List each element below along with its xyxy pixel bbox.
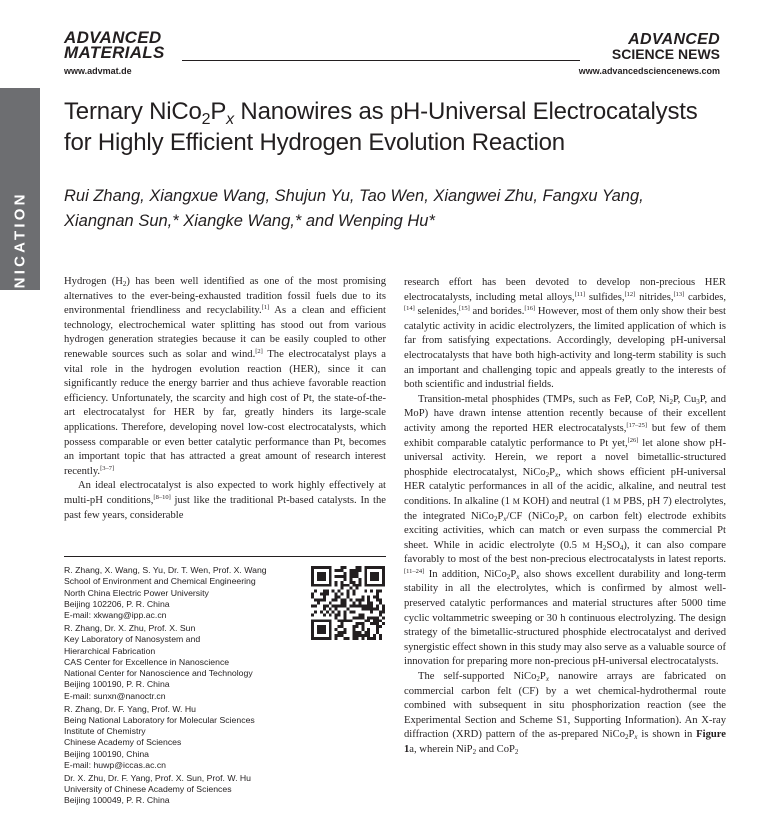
body-column-right	[404, 276, 726, 758]
affiliation-line: R. Zhang, Dr. F. Yang, Prof. W. Hu	[64, 703, 196, 714]
affiliation-line: School of Environment and Chemical Engineering	[64, 576, 256, 587]
journal-url[interactable]: www.advmat.de	[64, 66, 132, 76]
qr-code[interactable]	[311, 566, 385, 640]
affiliation-line: R. Zhang, Dr. X. Zhu, Prof. X. Sun	[64, 622, 196, 633]
author-line-2: Xiangnan Sun,* Xiangke Wang,* and Wenping Hu*	[64, 212, 435, 230]
affiliation-line: North China Electric Power University	[64, 587, 209, 598]
section-sidebar	[0, 88, 40, 363]
partner-url[interactable]: www.advancedsciencenews.com	[578, 66, 720, 76]
affiliation-line: Key Laboratory of Nanosystem and	[64, 634, 201, 645]
affiliation-email[interactable]: E-mail: xkwang@ipp.ac.cn	[64, 610, 167, 621]
header-rule	[182, 60, 580, 61]
body-column-left	[64, 275, 386, 523]
affiliation-line: CAS Center for Excellence in Nanoscience	[64, 656, 230, 667]
affiliation-line: Beijing 100190, China	[64, 748, 150, 759]
paragraph: The self-supported $NiCo_2P_x$ nanowire arrays are fabricated on commercial carbon felt (CF) by a wet chemical-hydrothermal route combined with subsequent in situ phosphorization reaction (see the Experimental Section and Scheme S1, Supporting Information). An X-ray diffraction (XRD) pattern of the as-prepared $NiCo_2P_x$ is shown in Figure 1a, wherein NiP$_2$ and CoP$_2$	[404, 671, 726, 756]
author-line-1: Rui Zhang, Xiangxue Wang, Shujun Yu, Tao Wen, Xiangwei Zhu, Fangxu Yang,	[64, 187, 644, 205]
section-label: COMMUNICATION	[11, 191, 29, 363]
partner-logo[interactable]	[612, 33, 720, 61]
affiliation-line: R. Zhang, X. Wang, S. Yu, Dr. T. Wen, Prof. X. Wang	[64, 565, 267, 575]
paragraph: An ideal electrocatalyst is also expected to work highly effectively at multi-pH conditions,[8–10] just like the traditional Pt-based catalysts. In the past few years, considerable	[64, 480, 386, 521]
affiliation-line: Hierarchical Fabrication	[64, 645, 156, 656]
affiliation-email[interactable]: E-mail: sunxn@nanoctr.cn	[64, 690, 166, 701]
affiliation-line: Chinese Academy of Sciences	[64, 737, 182, 748]
journal-logo-line1: ADVANCED	[64, 28, 162, 47]
paragraph: Transition-metal phosphides (TMPs, such as FeP, CoP, $Ni_2P$, $Cu_3P$, and MoP) have drawn intense attention recently because of their excellent activity among the reported HER electrocatalysts,[17–25] but few of them exhibit comparable catalytic performance to Pt yet,[26] let alone show pH-universal activity. Herein, we report a novel bimetallic-structured phosphide electrocatalyst, $NiCo_2P_x$, which shows efficient pH-universal HER catalytic performances in all of the acidic, alkaline, and neutral test conditions. In alkaline (1 M KOH) and neutral (1 M PBS, pH 7) electrolytes, the integrated $NiCo_2P_x/CF$ ($NiCo_2P_x$ on carbon felt) electrode exhibits exciting activities, which can match or even surpass the commercial Pt sheet. While in acidic electrolyte (0.5 M $H_2SO_4$), it can also compare favorably to most of the best non-precious electrocatalysts in latest reports.[11–24] In addition, $NiCo_2P_x$ also shows excellent durability and long-term stability in all the electrolytes, which is confirmed by almost well-preserved catalytic performances and material structures after 5000 time cyclic voltammetric sweeping or 30 h continuous electrolyzing. The design strategy of the bimetallic-structured phosphide electrocatalyst and derived synergistic effect shown in this study may also serve as a valuable source of innovation for preparing more non-precious pH-universal electrocatalysts.	[404, 393, 727, 668]
affiliation-line: Dr. X. Zhu, Dr. F. Yang, Prof. X. Sun, Prof. W. Hu	[64, 772, 252, 783]
journal-logo-line2: MATERIALS	[64, 43, 165, 62]
affiliation-line: Institute of Chemistry	[64, 726, 146, 737]
affiliation-line: University of Chinese Academy of Sciences	[64, 784, 232, 795]
author-list	[64, 184, 754, 234]
paragraph: research effort has been devoted to develop non-precious HER electrocatalysts, including metal alloys,[11] sulfides,[12] nitrides,[13] carbides,[14] selenides,[15] and borides.[16] However, most of them only show their best catalytic activity in acidic electrolyzers, the limited application of which is far from satisfying expectations. Accordingly, developing pH-universal electrocatalysts that have both high-activity and long-term stability is such an important and challenging topic and appeals greatly to the interests of both scientific and industrial fields.	[404, 277, 726, 391]
affiliation-line: Beijing 100190, P. R. China	[64, 679, 170, 690]
journal-logo[interactable]	[64, 30, 165, 60]
paragraph: Hydrogen $(H_2)$ has been well identified as one of the most promising alternatives to the ever-being-exhausted tradition fossil fuels due to its environmental friendliness and recyclability.[1] As a clean and efficient technology, electrochemical water splitting has stood out from various hydrogen generation strategies because it can be easily coupled to other renewable sources such as solar and wind.[2] The electrocatalyst plays a vital role in the hydrogen evolution reaction (HER), since it can significantly reduce the energy barrier and thus achieve favorable reaction efficiency. Unfortunately, the scarcity and high cost of Pt, the state-of-the-art electrocatalyst for HER by far, greatly hinders its large-scale applications. Therefore, developing novel low-cost electrocatalysts, which possess comparable or even better catalytic performance than Pt, becomes an important topic that has attracted a great amount of research interest recently.[3–7]	[64, 276, 387, 477]
affiliation-block	[64, 773, 304, 807]
affiliation-block	[64, 623, 304, 702]
partner-logo-line2: SCIENCE NEWS	[611, 46, 720, 62]
article-title: Ternary $NiCo_2P_x$ Nanowires as pH-Universal Electrocatalysts for Highly Efficient Hydrogen Evolution Reaction	[64, 98, 698, 156]
affiliation-line: Beijing 102206, P. R. China	[64, 598, 170, 609]
affiliations	[64, 565, 304, 808]
affiliation-email[interactable]: E-mail: huwp@iccas.ac.cn	[64, 760, 167, 771]
affiliation-block	[64, 565, 304, 621]
affiliation-line: National Center for Nanoscience and Technology	[64, 668, 253, 679]
partner-logo-line1: ADVANCED	[628, 31, 720, 48]
affiliation-block	[64, 704, 304, 772]
affiliation-line: Being National Laboratory for Molecular Sciences	[64, 714, 255, 725]
affiliation-line: Beijing 100049, P. R. China	[64, 795, 170, 806]
footnote-rule	[64, 556, 386, 557]
